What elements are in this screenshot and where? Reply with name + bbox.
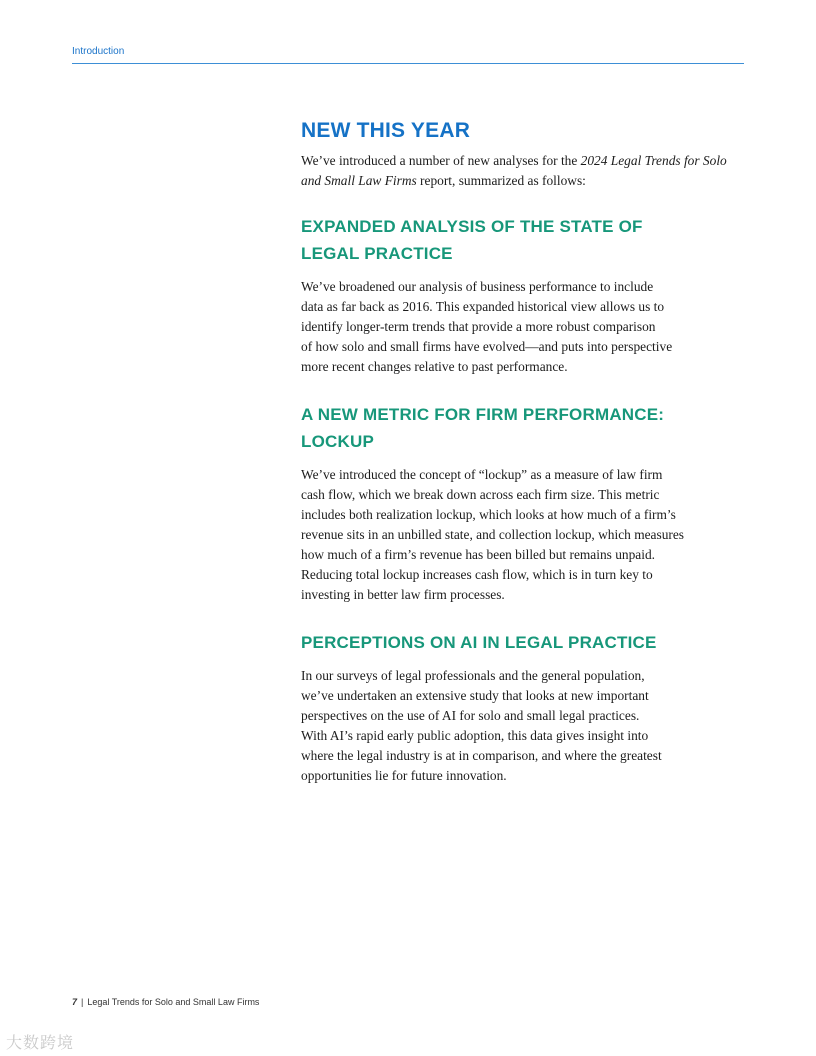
section-body-ai-perceptions	[301, 666, 741, 786]
page-footer	[72, 997, 259, 1007]
section-heading-ai-perceptions: PERCEPTIONS ON AI IN LEGAL PRACTICE	[301, 633, 657, 652]
page-title: NEW THIS YEAR	[301, 119, 471, 142]
body-line: opportunities lie for future innovation.	[301, 768, 507, 783]
body-line: more recent changes relative to past performance.	[301, 359, 568, 374]
heading-line: LEGAL PRACTICE	[301, 244, 453, 263]
body-line: With AI’s rapid early public adoption, this data gives insight into	[301, 728, 649, 743]
watermark-logo: 大数跨境	[6, 1033, 75, 1052]
running-header: Introduction	[72, 46, 125, 57]
body-line: where the legal industry is at in comparison, and where the greatest	[301, 748, 662, 763]
intro-paragraph	[301, 151, 741, 191]
section-body-lockup	[301, 465, 741, 605]
body-line: perspectives on the use of AI for solo and small legal practices.	[301, 708, 640, 723]
heading-line: EXPANDED ANALYSIS OF THE STATE OF	[301, 217, 643, 236]
body-line: We’ve broadened our analysis of business performance to include	[301, 279, 654, 294]
body-line: of how solo and small firms have evolved—and puts into perspective	[301, 339, 673, 354]
main-content	[301, 117, 741, 810]
intro-text-start: We’ve introduced a number of new analyses for the	[301, 153, 581, 168]
body-line: cash flow, which we break down across each firm size. This metric	[301, 487, 660, 502]
body-line: Reducing total lockup increases cash flow, which is in turn key to	[301, 567, 653, 582]
footer-doc-title: Legal Trends for Solo and Small Law Firms	[87, 997, 260, 1007]
section-body-expanded-analysis	[301, 277, 741, 377]
body-line: revenue sits in an unbilled state, and collection lockup, which measures	[301, 527, 685, 542]
intro-text-end: report, summarized as follows:	[416, 173, 586, 188]
header-divider	[72, 63, 744, 64]
body-line: investing in better law firm processes.	[301, 587, 505, 602]
body-line: how much of a firm’s revenue has been billed but remains unpaid.	[301, 547, 656, 562]
section-heading-expanded-analysis	[301, 213, 741, 267]
page-number: 7	[72, 997, 78, 1007]
report-name: 2024 Legal Trends for Solo and Small Law Firms	[301, 153, 727, 188]
section-heading-lockup: A NEW METRIC FOR FIRM PERFORMANCE: LOCKUP	[301, 405, 665, 451]
body-line: includes both realization lockup, which looks at how much of a firm’s	[301, 507, 676, 522]
footer-separator: |	[81, 997, 84, 1007]
body-line: we’ve undertaken an extensive study that looks at new important	[301, 688, 649, 703]
body-line: identify longer-term trends that provide a more robust comparison	[301, 319, 656, 334]
body-line: In our surveys of legal professionals and the general population,	[301, 668, 645, 683]
body-line: data as far back as 2016. This expanded historical view allows us to	[301, 299, 665, 314]
body-line: We’ve introduced the concept of “lockup” as a measure of law firm	[301, 467, 663, 482]
